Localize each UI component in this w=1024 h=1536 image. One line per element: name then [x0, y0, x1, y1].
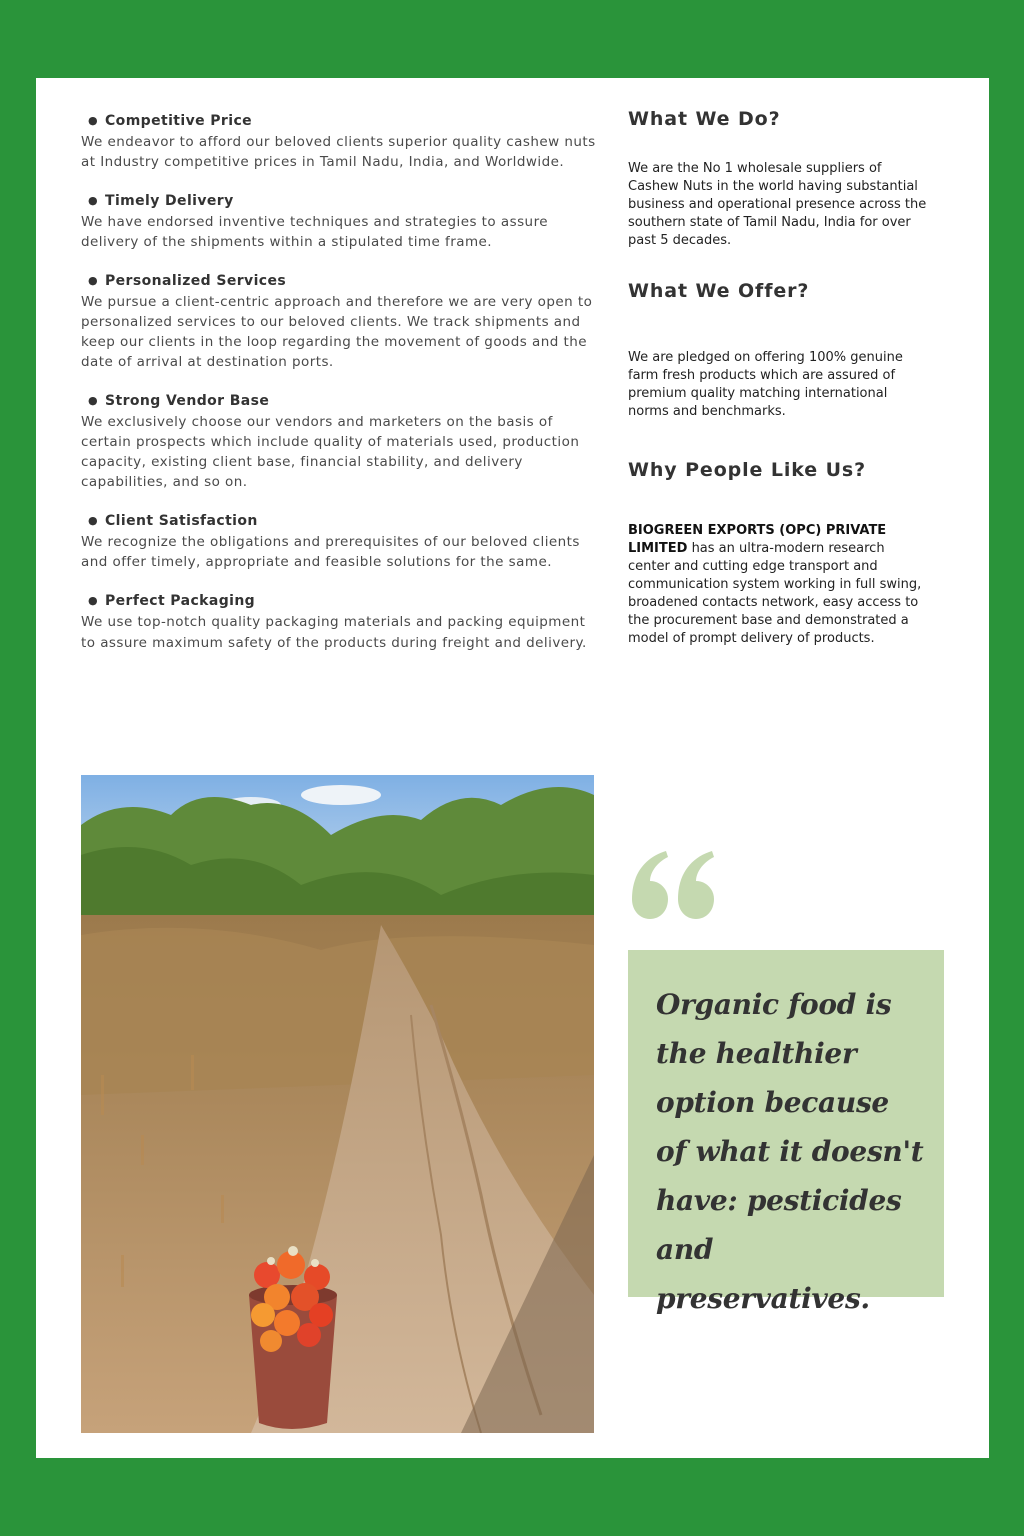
feature-item — [81, 192, 596, 252]
feature-title: Timely Delivery — [105, 193, 234, 209]
bullet-icon: ● — [88, 194, 98, 207]
bullet-icon: ● — [88, 514, 98, 527]
feature-description: We exclusively choose our vendors and marketers on the basis of certain prospects which include quality of materials used, production capacity, existing client base, financial stability, and delivery capabilities, and so on. — [81, 414, 580, 490]
cashew-field-photo — [81, 775, 594, 1433]
feature-title: Competitive Price — [105, 113, 253, 129]
feature-title: Client Satisfaction — [105, 513, 258, 529]
feature-description: We recognize the obligations and prerequisites of our beloved clients and offer timely, appropriate and feasible solutions for the same. — [81, 534, 580, 570]
feature-description: We have endorsed inventive techniques and strategies to assure delivery of the shipments within a stipulated time frame. — [81, 214, 549, 250]
bullet-icon: ● — [88, 594, 98, 607]
feature-description: We use top-notch quality packaging materials and packing equipment to assure maximum safety of the products during freight and delivery. — [81, 614, 587, 651]
feature-item — [81, 272, 596, 372]
quote-icon — [628, 851, 718, 921]
feature-description: We endeavor to afford our beloved clients superior quality cashew nuts at Industry competitive prices in Tamil Nadu, India, and Worldwide. — [81, 134, 596, 170]
quote-text: Organic food is the healthier option because of what it doesn't have: pesticides and preservatives. — [656, 988, 924, 1315]
bullet-icon: ● — [88, 274, 98, 287]
why-people-section — [628, 458, 928, 648]
features-list — [81, 112, 596, 674]
feature-item — [81, 512, 596, 572]
what-we-offer-section — [628, 279, 928, 421]
what-we-do-heading: What We Do? — [628, 108, 781, 130]
what-we-offer-heading: What We Offer? — [628, 280, 810, 302]
why-people-body: has an ultra-modern research center and cutting edge transport and communication system working in full swing, broadened contacts network, easy access to the procurement base and demonstrated a model of prompt delivery of products. — [628, 541, 922, 646]
feature-item — [81, 112, 596, 172]
feature-item — [81, 592, 596, 654]
why-people-heading: Why People Like Us? — [628, 459, 867, 481]
feature-title: Personalized Services — [105, 273, 287, 289]
page-sheet — [36, 78, 989, 1458]
what-we-offer-text: We are pledged on offering 100% genuine farm fresh products which are assured of premium quality matching international norms and benchmarks. — [628, 350, 903, 419]
feature-item — [81, 392, 596, 492]
feature-title: Perfect Packaging — [105, 593, 256, 609]
company-name: BIOGREEN EXPORTS (OPC) PRIVATE LIMITED — [628, 523, 887, 556]
what-we-do-text: We are the No 1 wholesale suppliers of Cashew Nuts in the world having substantial business and operational presence across the southern state of Tamil Nadu, India for over past 5 decades. — [628, 161, 927, 248]
feature-description: We pursue a client-centric approach and therefore we are very open to personalized services to our beloved clients. We track shipments and keep our clients in the loop regarding the movement of goods and the date of arrival at destination ports. — [81, 294, 593, 370]
bullet-icon: ● — [88, 114, 98, 127]
why-people-text — [628, 522, 928, 648]
bullet-icon: ● — [88, 394, 98, 407]
what-we-do-section — [628, 107, 928, 250]
quote-box — [628, 950, 944, 1315]
feature-title: Strong Vendor Base — [105, 393, 270, 409]
